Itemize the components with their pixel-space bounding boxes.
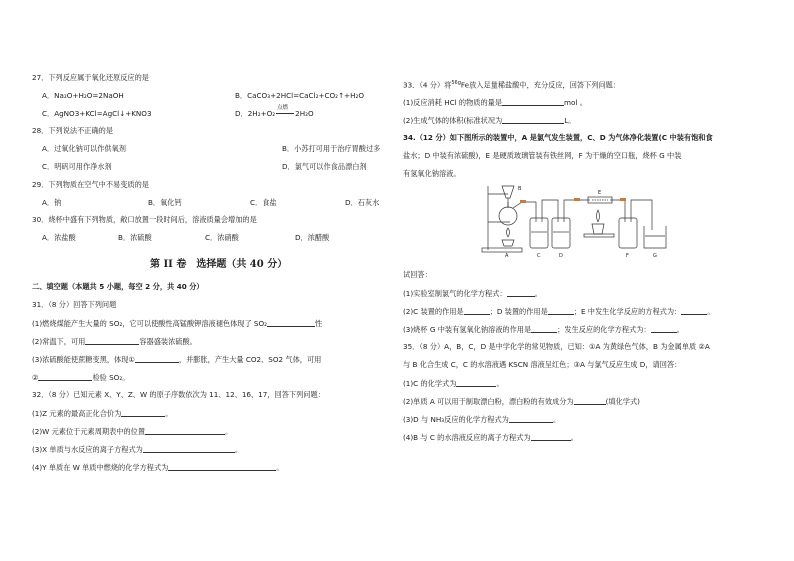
answer-blank[interactable] xyxy=(143,444,235,453)
q33-stem: 33．（4 分）将$^{56g}$Fe放入足量稀盐酸中，充分反应，回答下列问题： xyxy=(403,80,621,90)
q28-option-a: A．过氧化钠可以作供氧剂 xyxy=(42,144,126,153)
q34-stem-3: 有氢氧化钠溶液。 xyxy=(403,169,461,178)
apparatus-diagram xyxy=(480,182,680,262)
answer-blank[interactable] xyxy=(502,97,564,106)
q30-option-d: D．浓醋酸 xyxy=(295,233,330,242)
q28-option-c: C．明矾可用作净水剂 xyxy=(42,162,112,171)
q34-part2: (2)C 装置的作用是 ；D 装置的作用是 ；E 中发生化学反应的方程式为： 。 xyxy=(403,307,715,316)
q28-option-d: D．氯气可以作食品漂白剂 xyxy=(282,162,367,171)
answer-blank[interactable] xyxy=(85,336,139,345)
answer-blank[interactable] xyxy=(38,372,92,381)
q27-option-d: D．2H₂+O₂ 点燃 2H₂O xyxy=(235,105,314,118)
q34-stem-2: 盐水；D 中装有浓硫酸)，E 是硬质玻璃管装有铁丝网，F 为干燥的空口瓶，烧杯 G 中装 xyxy=(403,151,682,160)
label-g: G xyxy=(653,253,657,259)
label-b: B xyxy=(518,186,522,192)
wash-bottle-c xyxy=(530,218,548,248)
burner-icon xyxy=(502,240,514,246)
q32-stem: 32．（8 分）已知元素 X、Y、Z、W 的原子序数依次为 11、12、16、17，回答下列问题： xyxy=(32,390,325,399)
q32-part2: (2)W 元素位于元素周期表中的位置 。 xyxy=(32,427,233,436)
answer-blank[interactable] xyxy=(681,306,707,315)
q30-stem: 30．烧杯中盛有下列物质，敞口放置一段时间后，溶液质量会增加的是 xyxy=(32,215,257,224)
q33-part1: (1)反应消耗 HCl 的物质的量是 mol 。 xyxy=(403,98,587,107)
q32-part3: (3)X 单质与水反应的离子方程式为 。 xyxy=(32,445,243,454)
q30-option-c: C．浓硝酸 xyxy=(205,233,239,242)
q35-part3: (3)D 与 NH₃反应的化学方程式为 。 xyxy=(403,415,561,424)
q34-stem-1: 34.（12 分）如下图所示的装置中，A 是氯气发生装置，C、D 为气体净化装置(C 中装有饱和食 xyxy=(403,133,713,142)
q29-option-d: D．石灰水 xyxy=(345,198,380,207)
q28-option-b: B．小苏打可用于治疗胃酸过多 xyxy=(282,144,381,153)
answer-blank[interactable] xyxy=(121,408,165,417)
answer-blank[interactable] xyxy=(651,324,677,333)
q34-ask: 试回答： xyxy=(403,270,432,279)
section-heading: 二、填空题（本题共 5 小题，每空 2 分，共 40 分） xyxy=(32,282,204,291)
q34-part3: (3)烧杯 G 中装有氢氧化钠溶液的作用是 ；发生反应的化学方程式为： 。 xyxy=(403,325,684,334)
answer-blank[interactable] xyxy=(531,432,571,441)
answer-blank[interactable] xyxy=(574,396,606,405)
answer-blank[interactable] xyxy=(531,324,557,333)
q35-part1: (1)C 的化学式为 。 xyxy=(403,379,504,388)
lamp-icon xyxy=(592,224,604,234)
answer-blank[interactable] xyxy=(456,378,496,387)
q27-stem: 27．下列反应属于氧化还原反应的是 xyxy=(32,73,149,82)
q30-option-a: A．浓盐酸 xyxy=(42,233,76,242)
label-f: F xyxy=(626,253,629,259)
q35-part2: (2)单质 A 可以用于制取漂白粉，漂白粉的有效成分为 (填化学式) xyxy=(403,397,640,406)
q35-stem-1: 35．（8 分）A，B，C，D 是中学化学的常见物质，已知：①A 为黄绿色气体，B 为金属单质 ②A xyxy=(403,342,710,351)
label-d: D xyxy=(559,253,563,259)
q35-stem-2: 与 B 化合生成 C，C 的水溶液遇 KSCN 溶液呈红色；③A 与氯气反应生成 D，请回答： xyxy=(403,360,682,369)
answer-blank[interactable] xyxy=(548,306,574,315)
q29-option-a: A．钠 xyxy=(42,198,62,207)
answer-blank[interactable] xyxy=(507,288,535,297)
q29-stem: 29．下列物质在空气中不易变质的是 xyxy=(32,180,149,189)
q27-option-a: A．Na₂O+H₂O=2NaOH xyxy=(42,91,124,100)
q29-option-c: C．食盐 xyxy=(250,198,277,207)
answer-blank[interactable] xyxy=(168,462,276,471)
flame-icon xyxy=(507,228,510,237)
q31-part2: (2)常温下，可用 容器盛装浓硫酸。 xyxy=(32,337,197,346)
beaker-g xyxy=(644,226,666,248)
q31-part1: (1)燃烧煤能产生大量的 SO₂，它可以使酸性高锰酸钾溶液褪色体现了 SO₂ 性 xyxy=(32,319,323,328)
q30-option-b: B．浓硫酸 xyxy=(118,233,152,242)
label-e: E xyxy=(598,190,602,196)
bottle-f xyxy=(619,218,637,248)
answer-blank[interactable] xyxy=(145,426,225,435)
answer-blank[interactable] xyxy=(509,414,553,423)
equals-line xyxy=(276,113,294,114)
wash-bottle-d xyxy=(552,218,570,248)
q27-option-b: B．CaCO₃+2HCl=CaCl₂+CO₂↑+H₂O xyxy=(235,91,365,100)
part-two-title: 第 II 卷 选择题（共 40 分） xyxy=(150,259,288,270)
label-a: A xyxy=(505,253,509,259)
q31-stem: 31．（8 分）回答下列问题 xyxy=(32,300,117,309)
funnel-icon xyxy=(502,186,514,198)
reaction-condition: 点燃 xyxy=(277,105,289,111)
q27-option-c: C．AgNO3+KCl=AgCl↓+KNO3 xyxy=(42,109,152,118)
q29-option-b: B．氧化钙 xyxy=(148,198,182,207)
answer-blank[interactable] xyxy=(267,318,315,327)
q31-part3: (3)浓硫酸能使蔗糖变黑，体现① ，并膨胀，产生大量 CO2、SO2 气体，可用 xyxy=(32,355,322,364)
label-c: C xyxy=(537,253,541,259)
q32-part4: (4)Y 单质在 W 单质中燃烧的化学方程式为 。 xyxy=(32,463,284,472)
answer-blank[interactable] xyxy=(502,115,564,124)
answer-blank[interactable] xyxy=(135,354,179,363)
answer-blank[interactable] xyxy=(464,306,490,315)
q31-part3-cont: ② 检验 SO₂。 xyxy=(32,373,130,382)
q28-stem: 28．下列说法不正确的是 xyxy=(32,126,114,135)
q32-part1: (1)Z 元素的最高正化合价为 。 xyxy=(32,409,173,418)
q35-part4: (4)B 与 C 的水溶液反应的离子方程式为 。 xyxy=(403,433,578,442)
q34-part1: (1)实验室制氯气的化学方程式： 。 xyxy=(403,289,542,298)
q33-part2: (2)生成气体的体积(标准状况为 L。 xyxy=(403,116,576,125)
